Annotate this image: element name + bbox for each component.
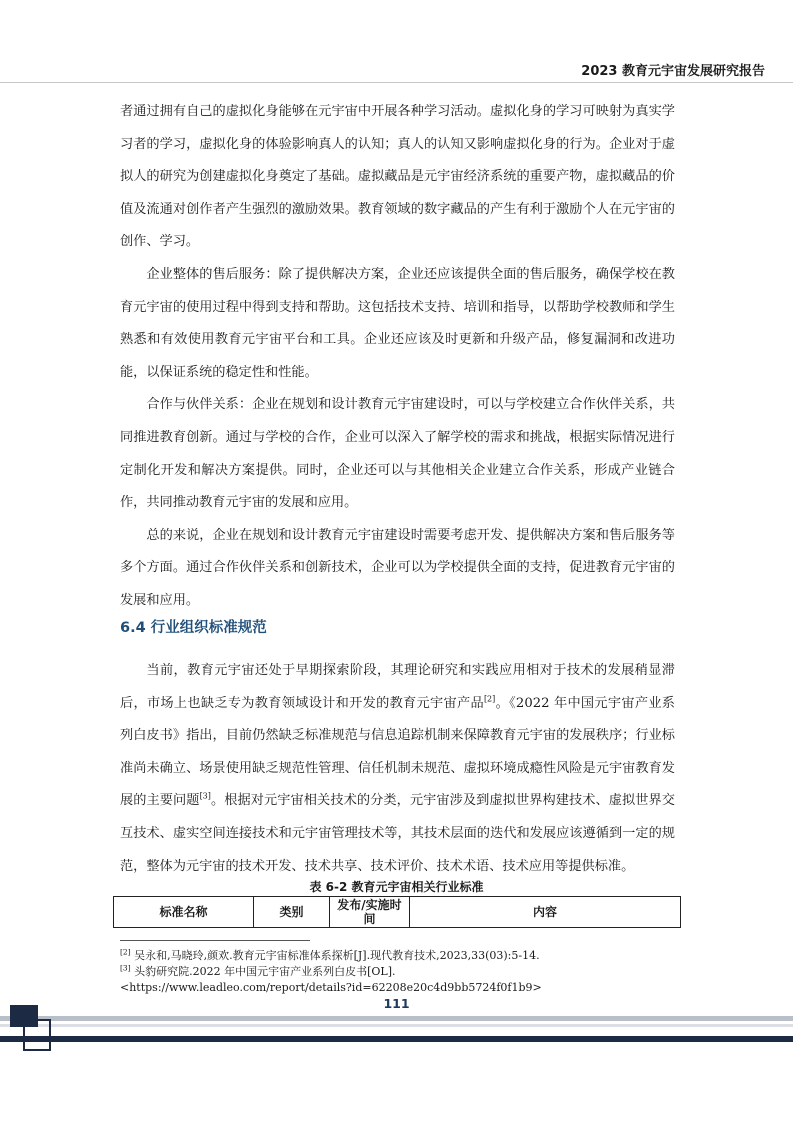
footnote-3-text: 头豹研究院.2022 年中国元宇宙产业系列白皮书[OL]. xyxy=(130,965,396,978)
paragraph-2: 企业整体的售后服务：除了提供解决方案，企业还应该提供全面的售后服务，确保学校在教育元宇宙的使用过程中得到支持和帮助。这包括技术支持、培训和指导，以帮助学校教师和学生熟悉和有效使用教育元宇宙平台和工具。企业还应该及时更新和升级产品，修复漏洞和改进功能，以保证系统的稳定性和性能。 xyxy=(120,266,675,380)
section-heading: 6.4 行业组织标准规范 xyxy=(120,620,267,636)
col-header-standard-name: 标准名称 xyxy=(114,897,254,928)
col-header-release-date: 发布/实施时间 xyxy=(330,897,410,928)
paragraph-5-part-a: 当前，教育元宇宙还处于早期探索阶段，其理论研究和实践应用相对于技术的发展稍显滞后，市场上也缺乏专为教育领域设计和开发的教育元宇宙产品 xyxy=(120,663,675,711)
paragraph-5-part-c: 。根据对元宇宙相关技术的分类，元宇宙涉及到虚拟世界构建技术、虚拟世界交互技术、虚实空间连接技术和元宇宙管理技术等，其技术层面的迭代和发展应该遵循到一定的规范，整体为元宇宙的技术开发、技术共享、技术评价、技术术语、技术应用等提供标准。 xyxy=(120,793,675,874)
paragraph-3: 合作与伙伴关系：企业在规划和设计教育元宇宙建设时，可以与学校建立合作伙伴关系，共同推进教育创新。通过与学校的合作，企业可以深入了解学校的需求和挑战，根据实际情况进行定制化开发和解决方案提供。同时，企业还可以与其他相关企业建立合作关系，形成产业链合作，共同推动教育元宇宙的发展和应用。 xyxy=(120,397,675,511)
header-divider xyxy=(0,82,793,83)
col-header-content: 内容 xyxy=(410,897,681,928)
paragraph-5 xyxy=(120,655,675,883)
paragraph-5-part-b: 。《2022 年中国元宇宙产业系列白皮书》指出，目前仍然缺乏标准规范与信息追踪机制来保障教育元宇宙的发展秩序；行业标准尚未确立、场景使用缺乏规范性管理、信任机制未规范、虚拟环境成瘾性风险是元宇宙教育发展的主要问题 xyxy=(120,695,675,809)
running-header: 2023 教育元宇宙发展研究报告 xyxy=(581,64,765,79)
table-caption: 表 6-2 教育元宇宙相关行业标准 xyxy=(309,880,484,894)
footnotes xyxy=(120,948,720,996)
col-header-category: 类别 xyxy=(254,897,330,928)
footnote-divider xyxy=(120,940,310,941)
footer-stripe-dark xyxy=(0,1036,793,1042)
paragraph-1: 者通过拥有自己的虚拟化身能够在元宇宙中开展各种学习活动。虚拟化身的学习可映射为真实学习者的学习，虚拟化身的体验影响真人的认知；真人的认知又影响虚拟化身的行为。企业对于虚拟人的研究为创建虚拟化身奠定了基础。虚拟藏品是元宇宙经济系统的重要产物，虚拟藏品的价值及流通对创作者产生强烈的激励效果。教育领域的数字藏品的产生有利于激励个人在元宇宙的创作、学习。 xyxy=(120,104,675,250)
standards-table xyxy=(113,896,681,928)
footnote-3-url: <https://www.leadleo.com/report/details?id=62208e20c4d9bb5724f0f1b9> xyxy=(120,981,542,994)
paragraph-4: 总的来说，企业在规划和设计教育元宇宙建设时需要考虑开发、提供解决方案和售后服务等多个方面。通过合作伙伴关系和创新技术，企业可以为学校提供全面的支持，促进教育元宇宙的发展和应用。 xyxy=(120,527,675,608)
footnote-2-text: 吴永和,马晓玲,颜欢.教育元宇宙标准体系探析[J].现代教育技术,2023,33(03):5-14. xyxy=(130,949,540,962)
citation-ref-3: [3] xyxy=(199,791,211,801)
footnote-2-mark: [2] xyxy=(120,947,131,957)
footnote-3-mark: [3] xyxy=(120,963,131,973)
page-number: 111 xyxy=(383,996,410,1011)
body-block-1 xyxy=(120,96,675,618)
citation-ref-2: [2] xyxy=(483,694,496,704)
footnote-3 xyxy=(120,964,720,980)
footer-stripe-light xyxy=(0,1016,793,1021)
table-header-row xyxy=(114,897,681,928)
footnote-2 xyxy=(120,948,720,964)
footer-stripe-faint xyxy=(0,1024,793,1027)
body-block-2 xyxy=(120,655,675,883)
